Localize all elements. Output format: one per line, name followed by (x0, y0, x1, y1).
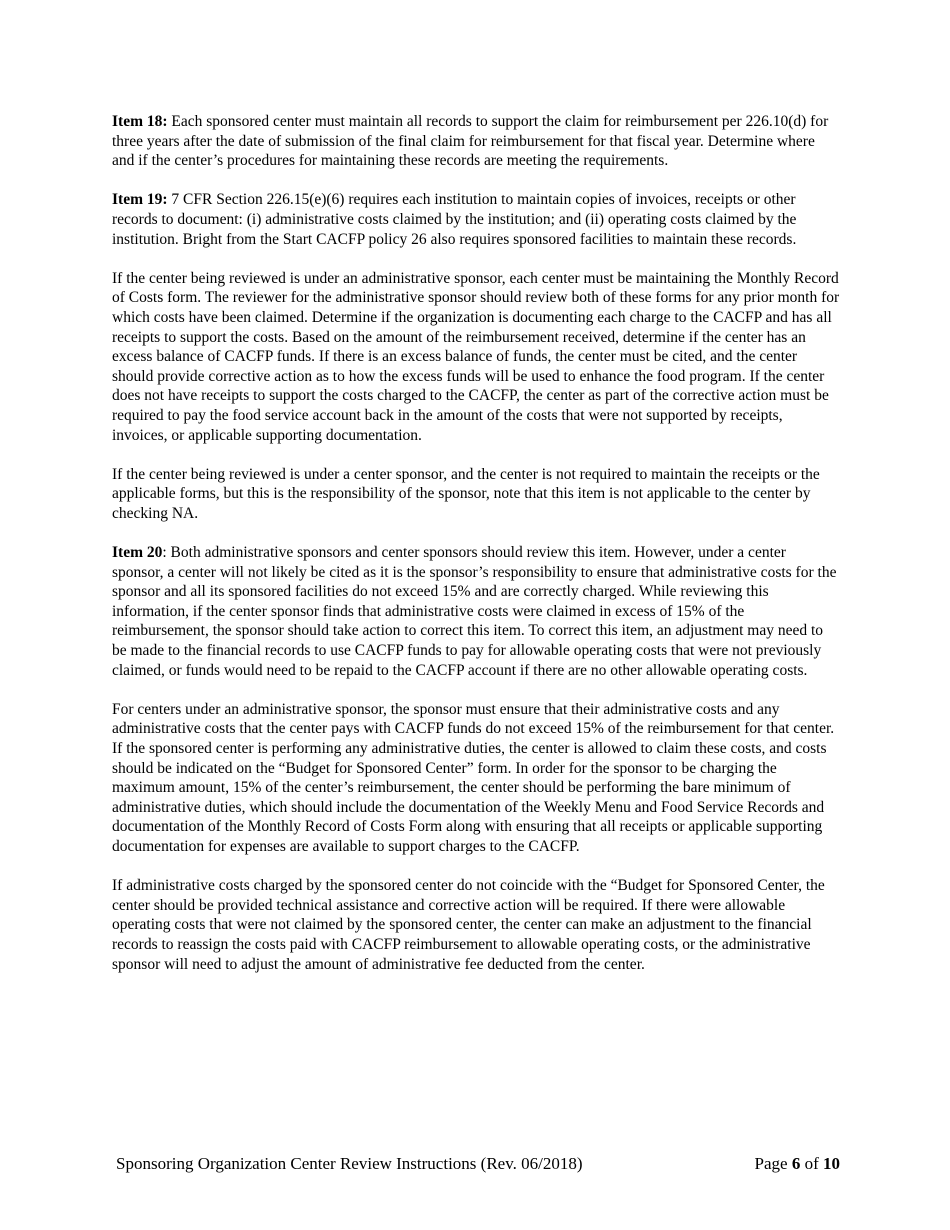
page-of-word: of (800, 1154, 823, 1173)
item-19-label: Item 19: (112, 191, 168, 209)
page-current: 6 (791, 1154, 801, 1173)
administrative-costs-limit-text: For centers under an administrative sponsor, the sponsor must ensure that their administrative costs and any administrative costs that the center pays with CACFP funds do not exceed 15% of the reimbursement for that center. If the sponsored center is performing any administrative duties, the center is allowed to claim these costs, and costs should be indicated on the “Budget for Sponsored Center” form. In order for the sponsor to be charging the maximum amount, 15% of the center’s reimbursement, the center should be performing the bare minimum of administrative duties, which should include the documentation of the Weekly Menu and Food Service Records and documentation of the Monthly Record of Costs Form along with ensuring that all receipts or applicable supporting documentation for expenses are available to support charges to the CACFP. (112, 700, 835, 855)
item-20-label: Item 20 (112, 544, 163, 562)
page-word: Page (754, 1154, 792, 1173)
item-20-text: : Both administrative sponsors and center sponsors should review this item. However, under a center sponsor, a center will not likely be cited as it is the sponsor’s responsibility to ensure that administrative costs for the sponsor and all its sponsored facilities do not exceed 15% and are correctly charged. While reviewing this information, if the center sponsor finds that administrative costs were claimed in excess of 15% of the reimbursement, the sponsor should take action to correct this item. To correct this item, an adjustment may need to be made to the financial records to use CACFP funds to pay for allowable operating costs that were not previously claimed, or funds would need to be repaid to the CACFP account if there are no other allowable operating costs. (112, 544, 837, 679)
paragraph-item-19 (112, 190, 840, 249)
administrative-sponsor-records-text: If the center being reviewed is under an administrative sponsor, each center must be maintaining the Monthly Record of Costs form. The reviewer for the administrative sponsor should review both of these forms for any prior month for which costs have been claimed. Determine if the organization is documenting each charge to the CACFP and has all receipts to support the costs. Based on the amount of the reimbursement received, determine if the center has an excess balance of CACFP funds. If there is an excess balance of funds, the center must be cited, and the center should provide corrective action as to how the excess funds will be used to enhance the food program. If the center does not have receipts to support the costs charged to the CACFP, the center as part of the corrective action must be required to pay the food service account back in the amount of the costs that were not supported by receipts, invoices, or applicable supporting documentation. (112, 269, 840, 444)
center-sponsor-records-text: If the center being reviewed is under a center sponsor, and the center is not required to maintain the receipts or the applicable forms, but this is the responsibility of the sponsor, note that this item is not applicable to the center by checking NA. (112, 465, 820, 522)
paragraph-center-sponsor-records (112, 465, 840, 524)
budget-mismatch-text: If administrative costs charged by the sponsored center do not coincide with the “Budget for Sponsored Center, the center should be provided technical assistance and corrective action will be required. If there were allowable operating costs that were not claimed by the sponsored center, the center can make an adjustment to the financial records to reassign the costs paid with CACFP reimbursement to allowable operating costs, or the administrative sponsor will need to adjust the amount of administrative fee deducted from the center. (112, 877, 825, 973)
item-18-text: Each sponsored center must maintain all records to support the claim for reimbursement per 226.10(d) for three years after the date of submission of the final claim for reimbursement for that fiscal year. Determine where and if the center’s procedures for maintaining these records are meeting the requirements. (112, 113, 829, 170)
page-total: 10 (823, 1154, 840, 1173)
item-18-label: Item 18: (112, 113, 168, 130)
footer-document-title: Sponsoring Organization Center Review Instructions (Rev. 06/2018) (116, 1154, 583, 1173)
paragraph-budget-mismatch (112, 876, 840, 974)
item-19-text: 7 CFR Section 226.15(e)(6) requires each institution to maintain copies of invoices, receipts or other records to document: (i) administrative costs claimed by the institution; and (ii) operating costs claimed by the institution. Bright from the Start CACFP policy 26 also requires sponsored facilities to maintain these records. (112, 191, 797, 248)
paragraph-item-20 (112, 543, 840, 680)
paragraph-item-18 (112, 112, 840, 171)
footer-page-number (755, 1153, 840, 1175)
paragraph-administrative-costs-limit (112, 700, 840, 857)
document-body (112, 112, 840, 994)
paragraph-administrative-sponsor-records (112, 269, 840, 445)
